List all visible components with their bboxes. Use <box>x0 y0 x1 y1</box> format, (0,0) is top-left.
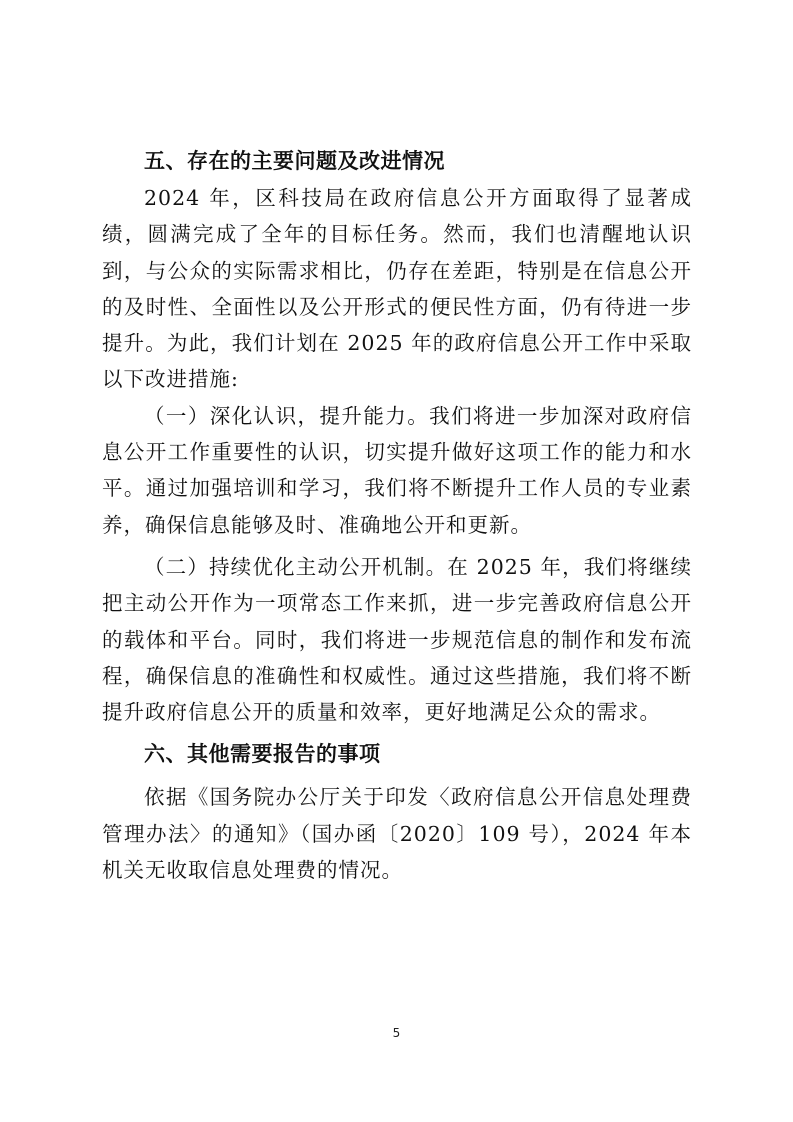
section-5-paragraph-3: （二）持续优化主动公开机制。在 2025 年，我们将继续把主动公开作为一项常态工作来抓，进一步完善政府信息公开的载体和平台。同时，我们将进一步规范信息的制作和发布流程，确保信息的准确性和权威性。通过这些措施，我们将不断提升政府信息公开的质量和效率，更好地满足公众的需求。 <box>102 554 692 725</box>
section-6-heading: 六、其他需要报告的事项 <box>144 742 381 767</box>
section-5-paragraph-1: 2024 年，区科技局在政府信息公开方面取得了显著成绩，圆满完成了全年的目标任务。然而，我们也清醒地认识到，与公众的实际需求相比，仍存在差距，特别是在信息公开的及时性、全面性以及公开形式的便民性方面，仍有待进一步提升。为此，我们计划在 2025 年的政府信息公开工作中采取以下改进措施: <box>102 186 692 392</box>
section-5-heading: 五、存在的主要问题及改进情况 <box>144 149 445 173</box>
section-5-paragraph-2: （一）深化认识，提升能力。我们将进一步加深对政府信息公开工作重要性的认识，切实提升做好这项工作的能力和水平。通过加强培训和学习，我们将不断提升工作人员的专业素养，确保信息能够及时、准确地公开和更新。 <box>102 403 692 537</box>
page-content <box>102 143 692 888</box>
page-number: 5 <box>392 1026 401 1040</box>
section-6-paragraph-1: 依据《国务院办公厅关于印发〈政府信息公开信息处理费管理办法〉的通知》（国办函〔2020〕109 号），2024 年本机关无收取信息处理费的情况。 <box>102 785 692 883</box>
